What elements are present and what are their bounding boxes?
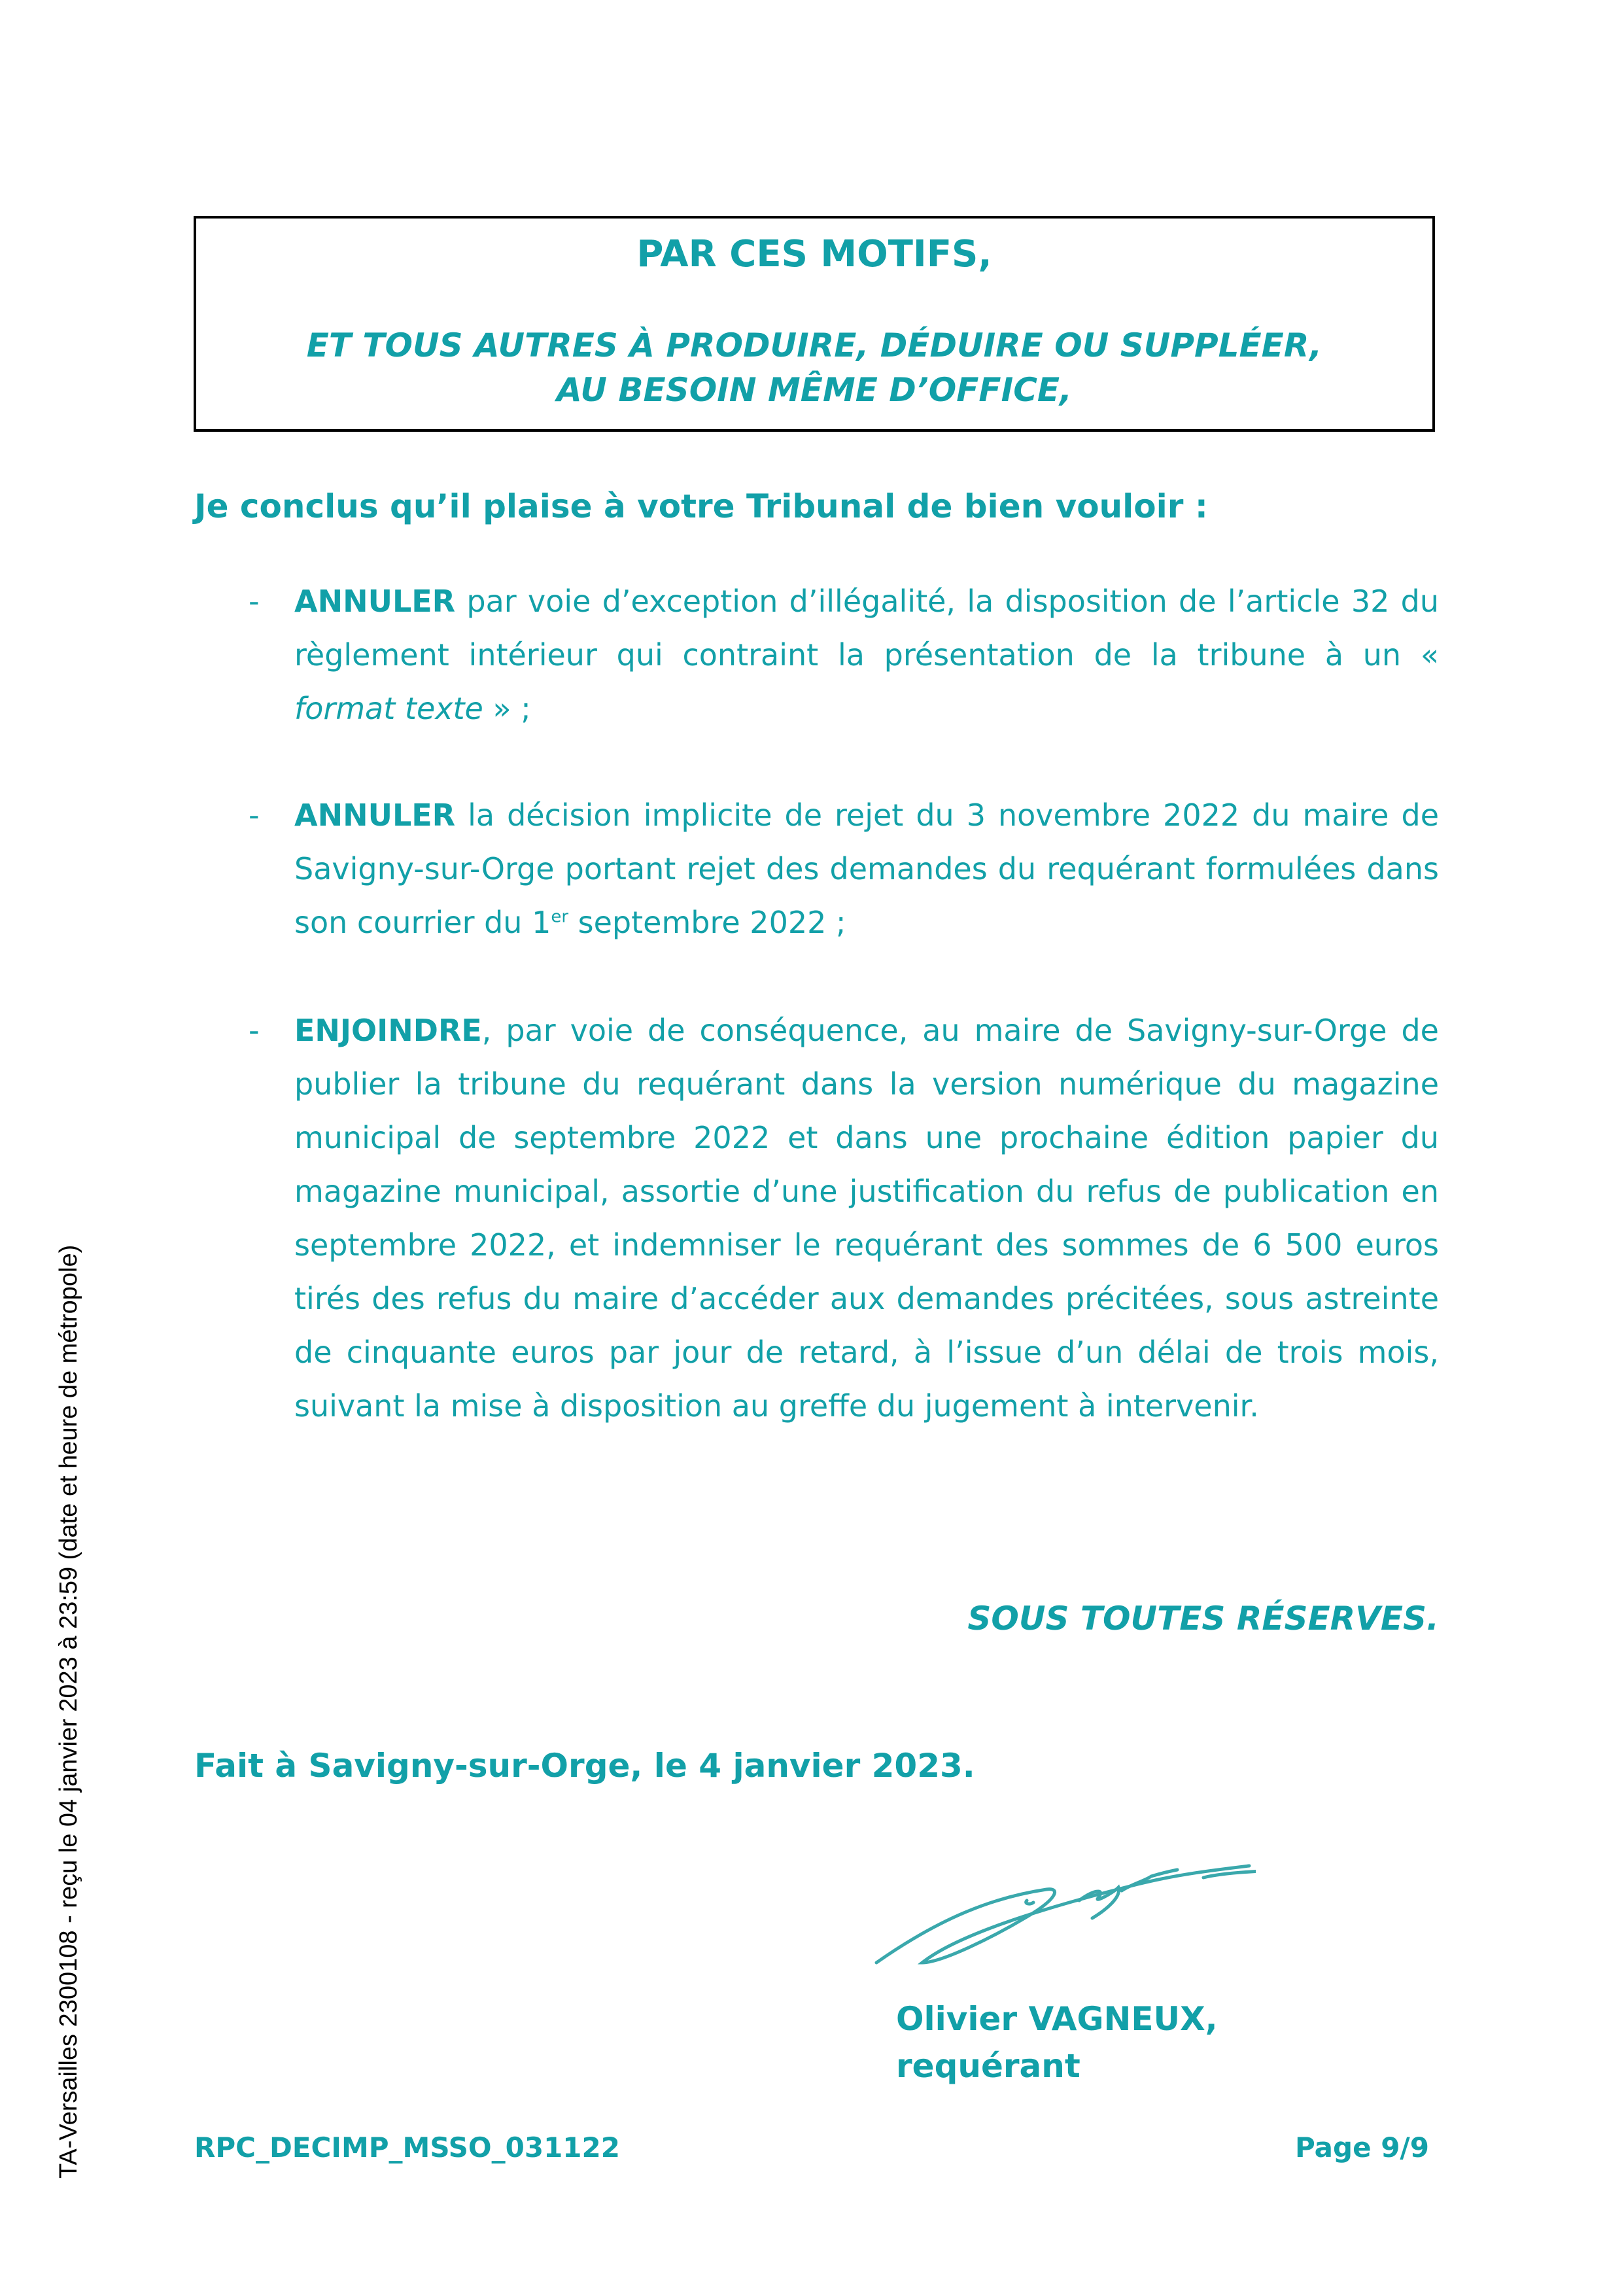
- item-text: la décision implicite de rejet du 3 novembre 2022 du maire de Savigny-sur-Orge portant rejet des demandes du requérant formulées dans son courrier du 1: [294, 797, 1439, 940]
- item-text-end: » ;: [483, 691, 531, 726]
- page-number: Page 9/9: [1295, 2131, 1429, 2164]
- box-title: PAR CES MOTIFS,: [636, 233, 992, 275]
- list-dash: -: [249, 584, 260, 619]
- request-item-2: [249, 788, 1439, 949]
- list-dash: -: [249, 797, 260, 833]
- item-verb: ANNULER: [294, 797, 456, 833]
- court-receipt-stamp: TA-Versailles 2300108 - reçu le 04 janvier 2023 à 23:59 (date et heure de métropole): [55, 1244, 82, 2179]
- box-line-1: ET TOUS AUTRES À PRODUIRE, DÉDUIRE OU SUPPLÉER,: [306, 326, 1322, 364]
- signatory-role: requérant: [896, 2047, 1080, 2085]
- signatory-name: Olivier VAGNEUX,: [896, 2000, 1218, 2038]
- item-verb: ENJOINDRE: [294, 1013, 482, 1048]
- item-text: par voie d’exception d’illégalité, la disposition de l’article 32 du règlement intérieur qui contraint la présentation de la tribune à un «: [294, 584, 1439, 673]
- item-verb: ANNULER: [294, 584, 456, 619]
- signature-image: [863, 1838, 1256, 1989]
- item-superscript: er: [551, 907, 569, 927]
- request-item-3: [249, 1004, 1439, 1433]
- request-item-1: [249, 574, 1439, 735]
- motifs-box: [194, 216, 1435, 432]
- signatory: [896, 1995, 1218, 2090]
- box-line-2: AU BESOIN MÊME D’OFFICE,: [556, 371, 1073, 409]
- place-date: Fait à Savigny-sur-Orge, le 4 janvier 2023.: [194, 1747, 975, 1785]
- list-dash: -: [249, 1013, 260, 1048]
- footer-reference: RPC_DECIMP_MSSO_031122: [194, 2131, 620, 2164]
- item-italic: format texte: [294, 691, 483, 726]
- reserve-statement: SOUS TOUTES RÉSERVES.: [967, 1600, 1439, 1638]
- conclusion-intro: Je conclus qu’il plaise à votre Tribunal de bien vouloir :: [194, 487, 1208, 525]
- item-text-end: septembre 2022 ;: [568, 905, 846, 940]
- item-text: , par voie de conséquence, au maire de Savigny-sur-Orge de publier la tribune du requérant dans la version numérique du magazine municipal de septembre 2022 et dans une prochaine édition papier du magazine municipal, assortie d’une justification du refus de publication en septembre 2022, et indemniser le requérant des sommes de 6 500 euros tirés des refus du maire d’accéder aux demandes précitées, sous astreinte de cinquante euros par jour de retard, à l’issue d’un délai de trois mois, suivant la mise à disposition au greffe du jugement à intervenir.: [294, 1013, 1439, 1424]
